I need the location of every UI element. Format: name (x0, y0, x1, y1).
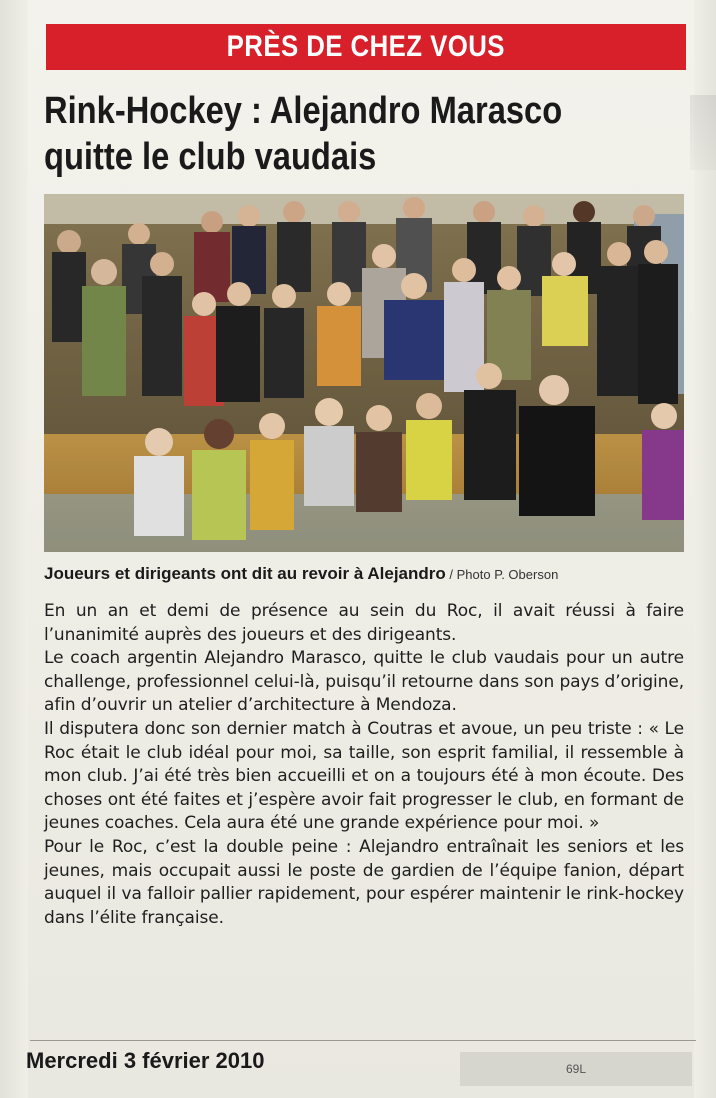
article-paragraph: En un an et demi de présence au sein du Roc, il avait réussi à faire l’unanimité auprès des joueurs et des dirigeants. (44, 601, 684, 645)
article-headline: Rink-Hockey : Alejandro Marasco quitte le club vaudais (44, 90, 563, 178)
section-banner (46, 24, 686, 70)
article-body (44, 600, 684, 930)
team-photo-illustration (44, 194, 684, 552)
article-paragraph: Le coach argentin Alejandro Marasco, quitte le club vaudais pour un autre challenge, professionnel celui-là, puisqu’il retourne dans son pays d’origine, afin d’ouvrir un atelier d’architecture à Mendoza. (44, 648, 684, 716)
page-code-text: 69L (565, 1062, 587, 1076)
article-paragraph: Il disputera donc son dernier match à Coutras et avoue, un peu triste : « Le Roc était le club idéal pour moi, sa taille, son esprit familial, il ressemble à mon club. J’ai été très bien accueilli et on a toujours été à mon écoute. Des choses ont été faites et j’espère avoir fait progresser le club, en formant de jeunes coaches. Cela aura été une grande expérience pour moi. » (44, 718, 684, 834)
photo-credit: / Photo P. Oberson (445, 567, 559, 582)
footer-page-code (460, 1052, 692, 1086)
footer-date: Mercredi 3 février 2010 (26, 1048, 265, 1073)
team-group-photo (44, 194, 684, 552)
footer-rule (30, 1040, 696, 1041)
article-paragraph: Pour le Roc, c’est la double peine : Alejandro entraînait les seniors et les jeunes, mais occupait aussi le poste de gardien de l’équipe fanion, départ auquel il va falloir pallier rapidement, pour espérer maintenir le rink-hockey dans l’élite française. (44, 836, 684, 928)
neighbour-article-bleed (690, 95, 716, 170)
section-banner-label: PRÈS DE CHEZ VOUS (226, 30, 506, 63)
photo-caption (44, 564, 694, 584)
photo-caption-text: Joueurs et dirigeants ont dit au revoir à Alejandro (44, 564, 446, 583)
left-page-edge (0, 0, 28, 1098)
